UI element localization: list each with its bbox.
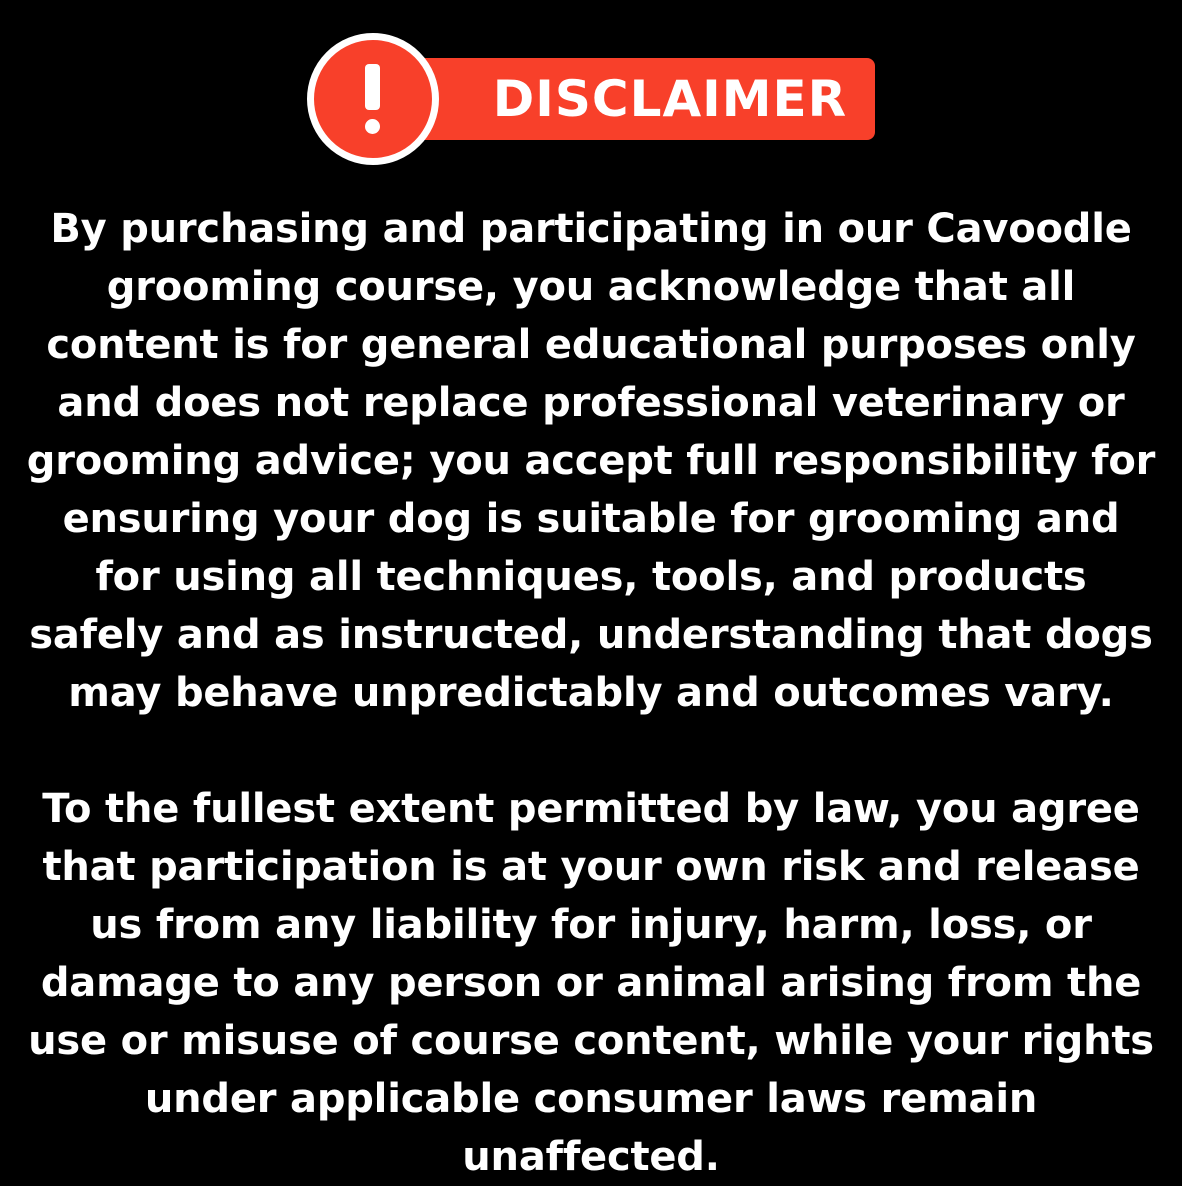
exclamation-mark-icon xyxy=(307,33,439,165)
disclaimer-body xyxy=(26,200,1156,1186)
badge-group xyxy=(307,49,875,149)
disclaimer-paragraph-2: To the fullest extent permitted by law, you agree that participation is at your own risk and release us from any liability for injury, harm, loss, or damage to any person or animal arising from the use or misuse of course content, while your rights under applicable consumer laws remain unaffected. xyxy=(28,786,1154,1180)
badge-label: DISCLAIMER xyxy=(492,70,848,128)
exclamation-dot xyxy=(365,119,380,134)
disclaimer-paragraph-1: By purchasing and participating in our Cavoodle grooming course, you acknowledge that all content is for general educational purposes only and does not replace professional veterinary or grooming advice; you accept full responsibility for ensuring your dog is suitable for grooming and for using all techniques, tools, and products safely and as instructed, understanding that dogs may behave unpredictably and outcomes vary. xyxy=(26,206,1156,716)
disclaimer-badge xyxy=(0,40,1182,158)
exclamation-stem xyxy=(365,64,380,110)
exclamation-glyph xyxy=(365,64,380,134)
badge-bar xyxy=(373,58,875,140)
